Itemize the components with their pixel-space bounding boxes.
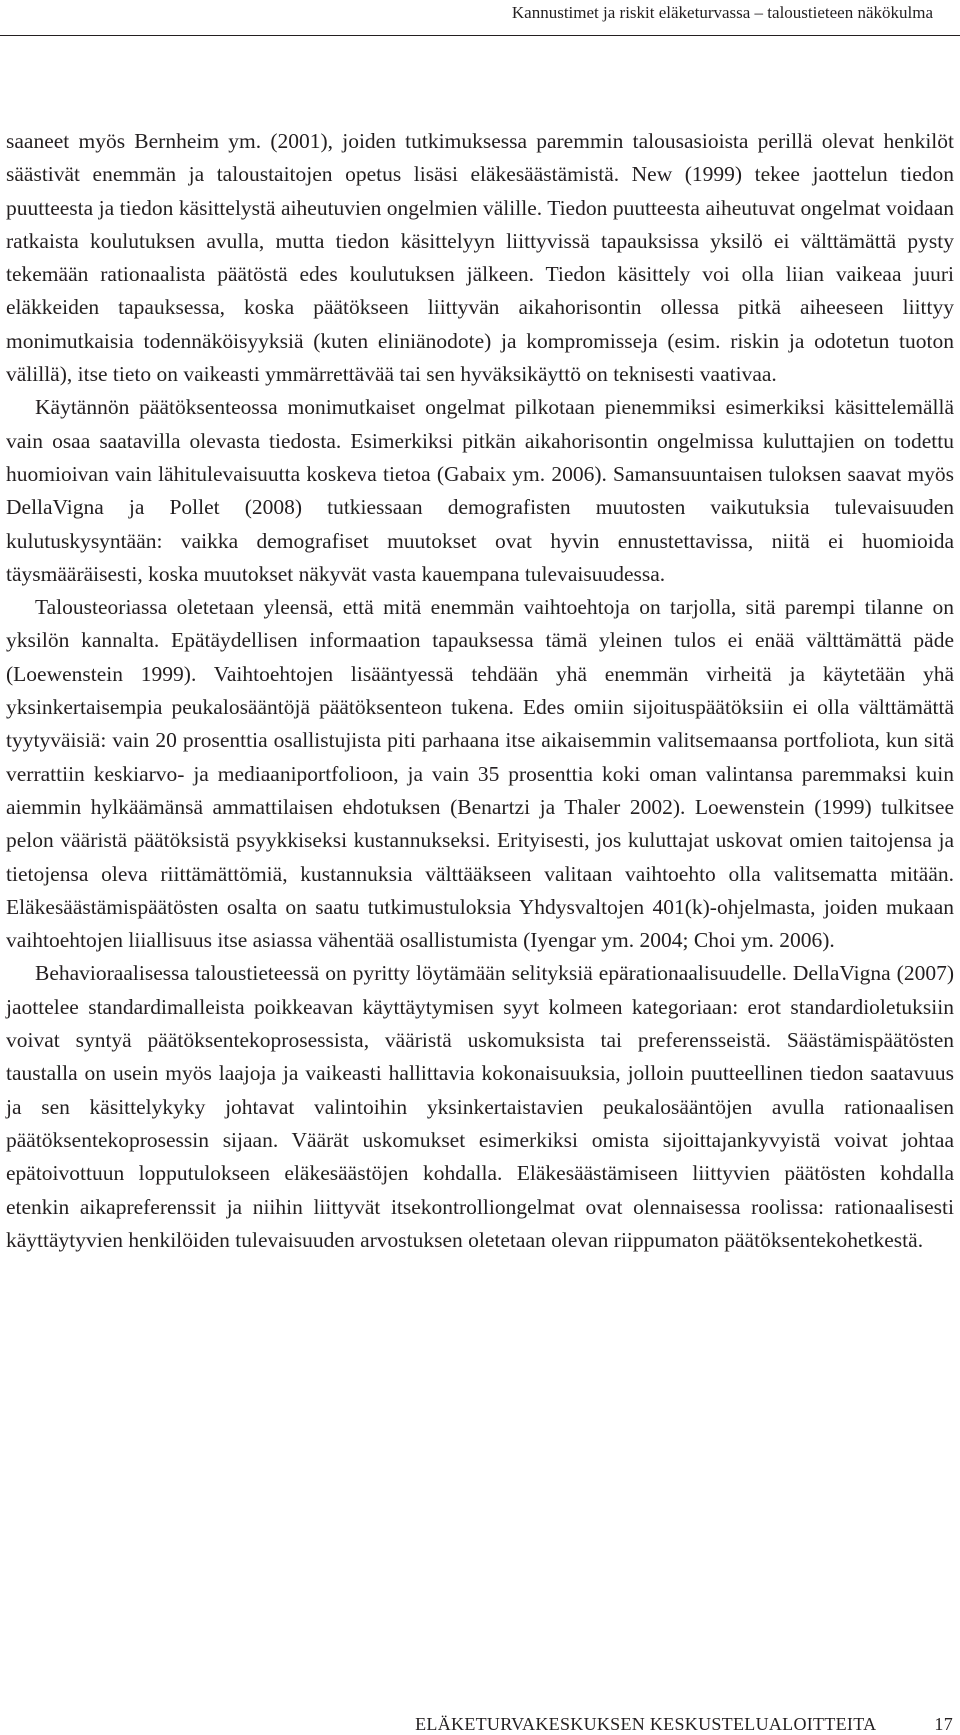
paragraph: Behavioraalisessa taloustieteessä on pyritty löytämään selityksiä epärationaalisuudelle. DellaVigna (2007) jaottelee standardimalleista poikkeavan käyttäytymisen syyt kolmeen kategoriaan: erot standardioletuksiin voivat syntyä päätöksentekoprosessista, vääristä uskomuksista tai preferensseistä. Säästämispäätösten taustalla on usein myös laajoja ja vaikeasti hallittavia kokonaisuuksia, jolloin puutteellinen tiedon saatavuus ja sen käsittelykyky johtavat valintoihin yksinkertaistavien peukalosääntöjen avulla rationaalisen päätöksentekoprosessin sijaan. Väärät uskomukset esimerkiksi omista sijoittajankyvyistä voivat johtaa epätoivottuun lopputulokseen eläkesäästöjen kohdalla. Eläkesäästämiseen liittyvien päätösten kohdalla etenkin aikapreferenssit ja niihin liittyvät itsekontrolliongelmat ovat olennaisessa roolissa: rationaalisesti käyttäytyvien henkilöiden tulevaisuuden arvostuksen oletetaan olevan riippumaton päätöksentekohetkestä. (6, 961, 954, 1252)
running-header-title: Kannustimet ja riskit eläketurvassa – taloustieteen näkökulma (511, 3, 933, 22)
paragraph: saaneet myös Bernheim ym. (2001), joiden tutkimuksessa paremmin talousasioista perillä olevat henkilöt säästivät enemmän ja taloustaitojen opetus lisäsi eläkesäästämistä. New (1999) tekee jaottelun tiedon puutteesta ja tiedon käsittelystä aiheutuvien ongelmien välille. Tiedon puutteesta aiheutuvat ongelmat voidaan ratkaista koulutuksen avulla, mutta tiedon käsittelyyn liittyvissä tapauksissa yksilö ei välttämättä pysty tekemään rationaalista päätöstä edes koulutuksen jälkeen. Tiedon käsittely voi olla liian vaikeaa juuri eläkkeiden tapauksessa, koska päätökseen liittyvän aikahorisontin ollessa pitkä aiheeseen liittyy monimutkaisia todennäköisyyksiä (kuten eliniänodote) ja kompromisseja (esim. riskin ja odotetun tuoton välillä), itse tieto on vaikeasti ymmärrettävää tai sen hyväksikäyttö on teknisesti vaativaa. (6, 129, 954, 387)
body-text (6, 125, 954, 1257)
page-footer (415, 1713, 953, 1735)
paragraph: Talousteoriassa oletetaan yleensä, että mitä enemmän vaihtoehtoja on tarjolla, sitä parempi tilanne on yksilön kannalta. Epätäydellisen informaation tapauksessa tämä yleinen tulos ei enää välttämättä päde (Loewenstein 1999). Vaihtoehtojen lisääntyessä tehdään yhä enemmän virheitä ja käytetään yhä yksinkertaisempia peukalosääntöjä päätöksenteon tukena. Edes omiin sijoituspäätöksiin ei olla välttämättä tyytyväisiä: vain 20 prosenttia osallistujista piti parhaana itse aikaisemmin valitsemaansa portfoliota, kun sitä verrattiin keskiarvo- ja mediaaniportfolioon, ja vain 35 prosenttia koki oman valintansa paremmaksi kuin aiemmin hylkäämänsä ammattilaisen ehdotuksen (Benartzi ja Thaler 2002). Loewenstein (1999) tulkitsee pelon vääristä päätöksistä psyykkiseksi kustannukseksi. Erityisesti, jos kuluttajat uskovat omien taitojensa ja tietojensa oleva riittämättömiä, kustannuksia välttääkseen valitaan vaihtoehto olla valitsematta mitään. Eläkesäästämispäätösten osalta on saatu tutkimustuloksia Yhdysvaltojen 401(k)-ohjelmasta, joiden mukaan vaihtoehtojen liiallisuus itse asiassa vähentää osallistumista (Iyengar ym. 2004; Choi ym. 2006). (6, 595, 954, 953)
page-number: 17 (934, 1714, 953, 1734)
footer-publication: ELÄKETURVAKESKUKSEN KESKUSTELUALOITTEITA (415, 1714, 877, 1734)
paragraph: Käytännön päätöksenteossa monimutkaiset ongelmat pilkotaan pienemmiksi esimerkiksi käsittelemällä vain osaa saatavilla olevasta tiedosta. Esimerkiksi pitkän aikahorisontin ongelmissa kuluttajien on todettu huomioivan vain lähitulevaisuutta koskeva tietoa (Gabaix ym. 2006). Samansuuntaisen tuloksen saavat myös DellaVigna ja Pollet (2008) tutkiessaan demografisten muutosten vaikutuksia tulevaisuuden kulutuskysyntään: vaikka demografiset muutokset ovat hyvin ennustettavissa, niitä ei huomioida täysmääräisesti, koska muutokset näkyvät vasta kauempana tulevaisuudessa. (6, 395, 954, 586)
header-rule (0, 35, 960, 36)
